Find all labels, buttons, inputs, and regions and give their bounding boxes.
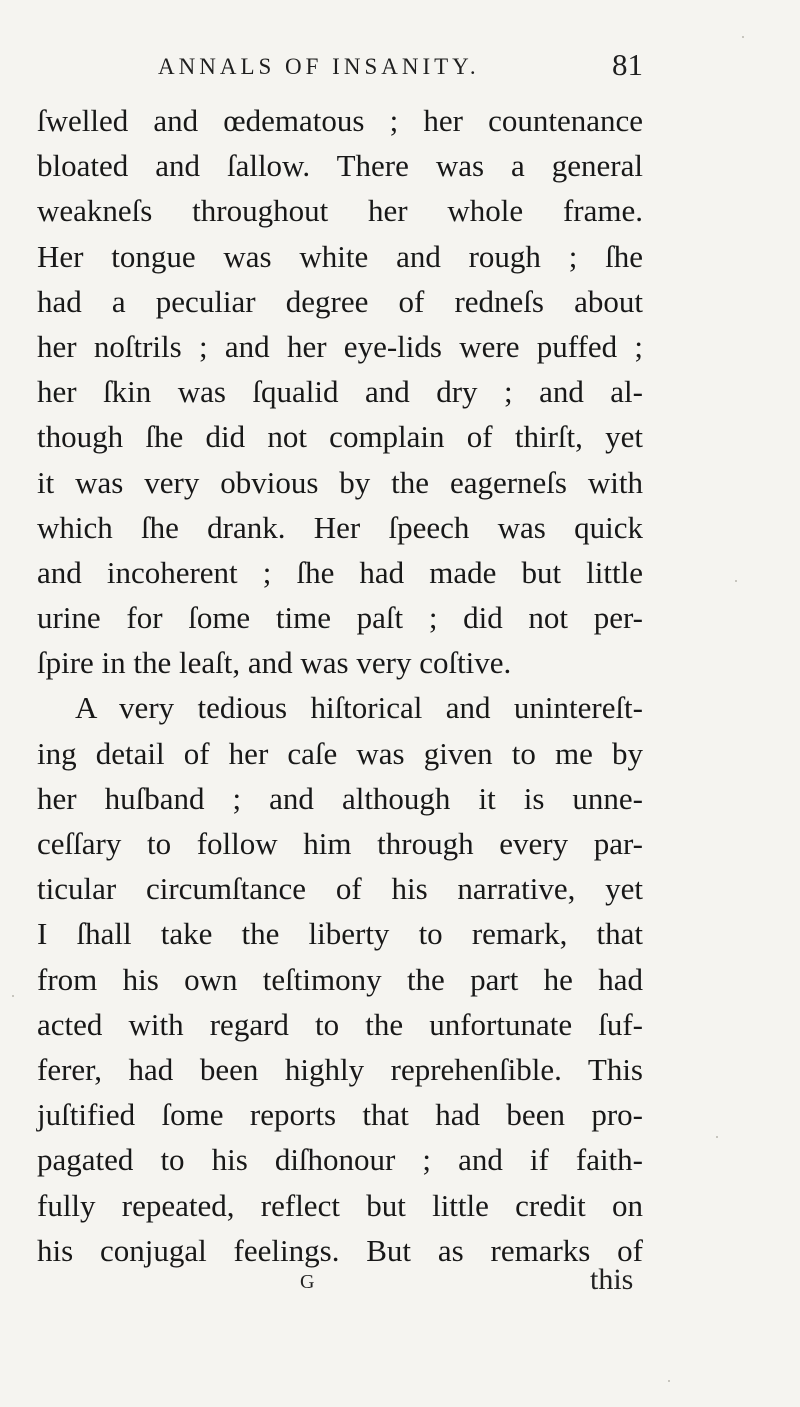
text-line: fully repeated, reflect but little credit on: [37, 1187, 643, 1223]
text-line: it was very obvious by the eagerneſs with: [37, 464, 643, 500]
paper-speck: [668, 1380, 670, 1382]
text-line: acted with regard to the unfortunate ſuf-: [37, 1006, 643, 1042]
running-title: ANNALS OF INSANITY.: [158, 54, 480, 79]
text-line: her noſtrils ; and her eye-lids were puffed ;: [37, 328, 643, 364]
text-line: which ſhe drank. Her ſpeech was quick: [37, 509, 643, 545]
text-line: juſtified ſome reports that had been pro-: [37, 1097, 643, 1133]
paper-speck: [716, 1136, 718, 1138]
text-line: had a peculiar degree of redneſs about: [37, 283, 643, 319]
page-number: 81: [612, 47, 643, 82]
text-line: his conjugal feelings. But as remarks of: [37, 1232, 643, 1268]
text-line: ferer, had been highly reprehenſible. This: [37, 1051, 643, 1087]
text-line: ſwelled and œdematous ; her countenance: [37, 103, 643, 138]
text-line: ticular circumſtance of his narrative, yet: [37, 871, 643, 907]
text-line: Her tongue was white and rough ; ſhe: [37, 238, 643, 274]
text-line: urine for ſome time paſt ; did not per-: [37, 600, 643, 636]
text-line: and incoherent ; ſhe had made but little: [37, 554, 643, 590]
text-line: ceſſary to follow him through every par-: [37, 826, 643, 861]
running-head: [0, 48, 800, 88]
paper-speck: [735, 580, 737, 582]
paper-speck: [12, 995, 14, 997]
text-line: pagated to his diſhonour ; and if faith-: [37, 1142, 643, 1178]
text-line: her ſkin was ſqualid and dry ; and al-: [37, 374, 643, 410]
text-line: I ſhall take the liberty to remark, that: [37, 916, 643, 952]
page-footer: [0, 1263, 800, 1303]
text-line: her huſband ; and although it is unne-: [37, 780, 643, 816]
text-line: ing detail of her caſe was given to me by: [37, 735, 643, 771]
body-text: [37, 98, 643, 1273]
text-line: bloated and ſallow. There was a general: [37, 148, 643, 184]
text-line: ſpire in the leaſt, and was very coſtive.: [37, 645, 512, 681]
catchword: this: [590, 1263, 634, 1296]
signature-mark: G: [300, 1271, 315, 1293]
paragraph-start-line: A very tedious hiſtorical and unintereſt-: [75, 690, 643, 726]
paper-speck: [742, 36, 744, 38]
text-line: weakneſs throughout her whole frame.: [37, 193, 643, 229]
text-line: from his own teſtimony the part he had: [37, 961, 643, 997]
text-line: though ſhe did not complain of thirſt, yet: [37, 419, 643, 455]
